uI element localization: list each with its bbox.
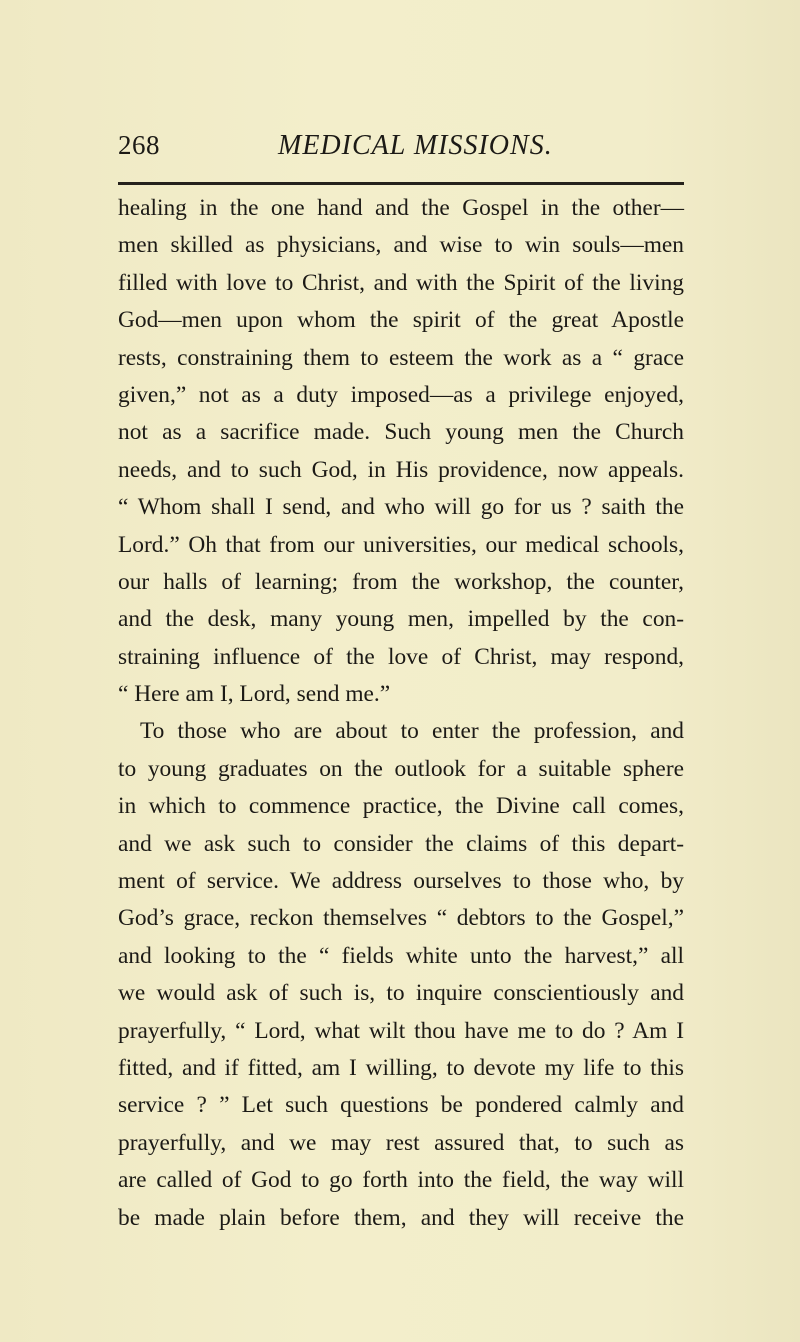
text-line: healing in the one hand and the Gospel in the other— (118, 195, 684, 221)
text-line: needs, and to such God, in His providence, now appeals. (118, 456, 684, 483)
text-line: straining influence of the love of Christ, may respond, (118, 643, 684, 670)
text-line: and looking to the “ fields white unto the harvest,” all (118, 942, 684, 969)
text-line: our halls of learning; from the workshop, the counter, (118, 568, 684, 595)
text-line: prayerfully, and we may rest assured that, to such as (118, 1129, 684, 1156)
text-line: we would ask of such is, to inquire conscientiously and (118, 980, 684, 1007)
body-text (118, 190, 684, 1237)
text-line: God—men upon whom the spirit of the great Apostle (118, 307, 684, 334)
text-line: ment of service. We address ourselves to those who, by (118, 868, 684, 895)
page-number: 268 (118, 130, 160, 160)
text-line: To those who are about to enter the profession, and (140, 718, 684, 745)
text-line: “ Whom shall I send, and who will go for us ? saith the (118, 494, 684, 521)
text-line: fitted, and if fitted, am I willing, to devote my life to this (118, 1054, 684, 1081)
text-line: and the desk, many young men, impelled by the con- (118, 606, 684, 633)
text-line: God’s grace, reckon themselves “ debtors to the Gospel,” (118, 905, 684, 932)
header-rule (118, 182, 684, 185)
page-header (118, 130, 684, 174)
text-line: to young graduates on the outlook for a suitable sphere (118, 755, 684, 782)
text-line: “ Here am I, Lord, send me.” (118, 681, 391, 708)
running-title: MEDICAL MISSIONS. (278, 130, 553, 161)
text-line: service ? ” Let such questions be pondered calmly and (118, 1092, 684, 1119)
text-line: are called of God to go forth into the field, the way will (118, 1167, 684, 1194)
text-line: given,” not as a duty imposed—as a privilege enjoyed, (118, 381, 684, 408)
text-line: Lord.” Oh that from our universities, our medical schools, (118, 531, 684, 558)
text-line: and we ask such to consider the claims of this depart- (118, 830, 684, 857)
text-line: men skilled as physicians, and wise to win souls—men (118, 232, 684, 259)
text-line: rests, constraining them to esteem the work as a “ grace (118, 344, 684, 371)
text-line: be made plain before them, and they will receive the (118, 1204, 684, 1231)
text-line: in which to commence practice, the Divine call comes, (118, 793, 684, 820)
text-line: not as a sacrifice made. Such young men the Church (118, 419, 684, 446)
text-line: filled with love to Christ, and with the Spirit of the living (118, 269, 684, 296)
text-line: prayerfully, “ Lord, what wilt thou have me to do ? Am I (118, 1017, 684, 1044)
